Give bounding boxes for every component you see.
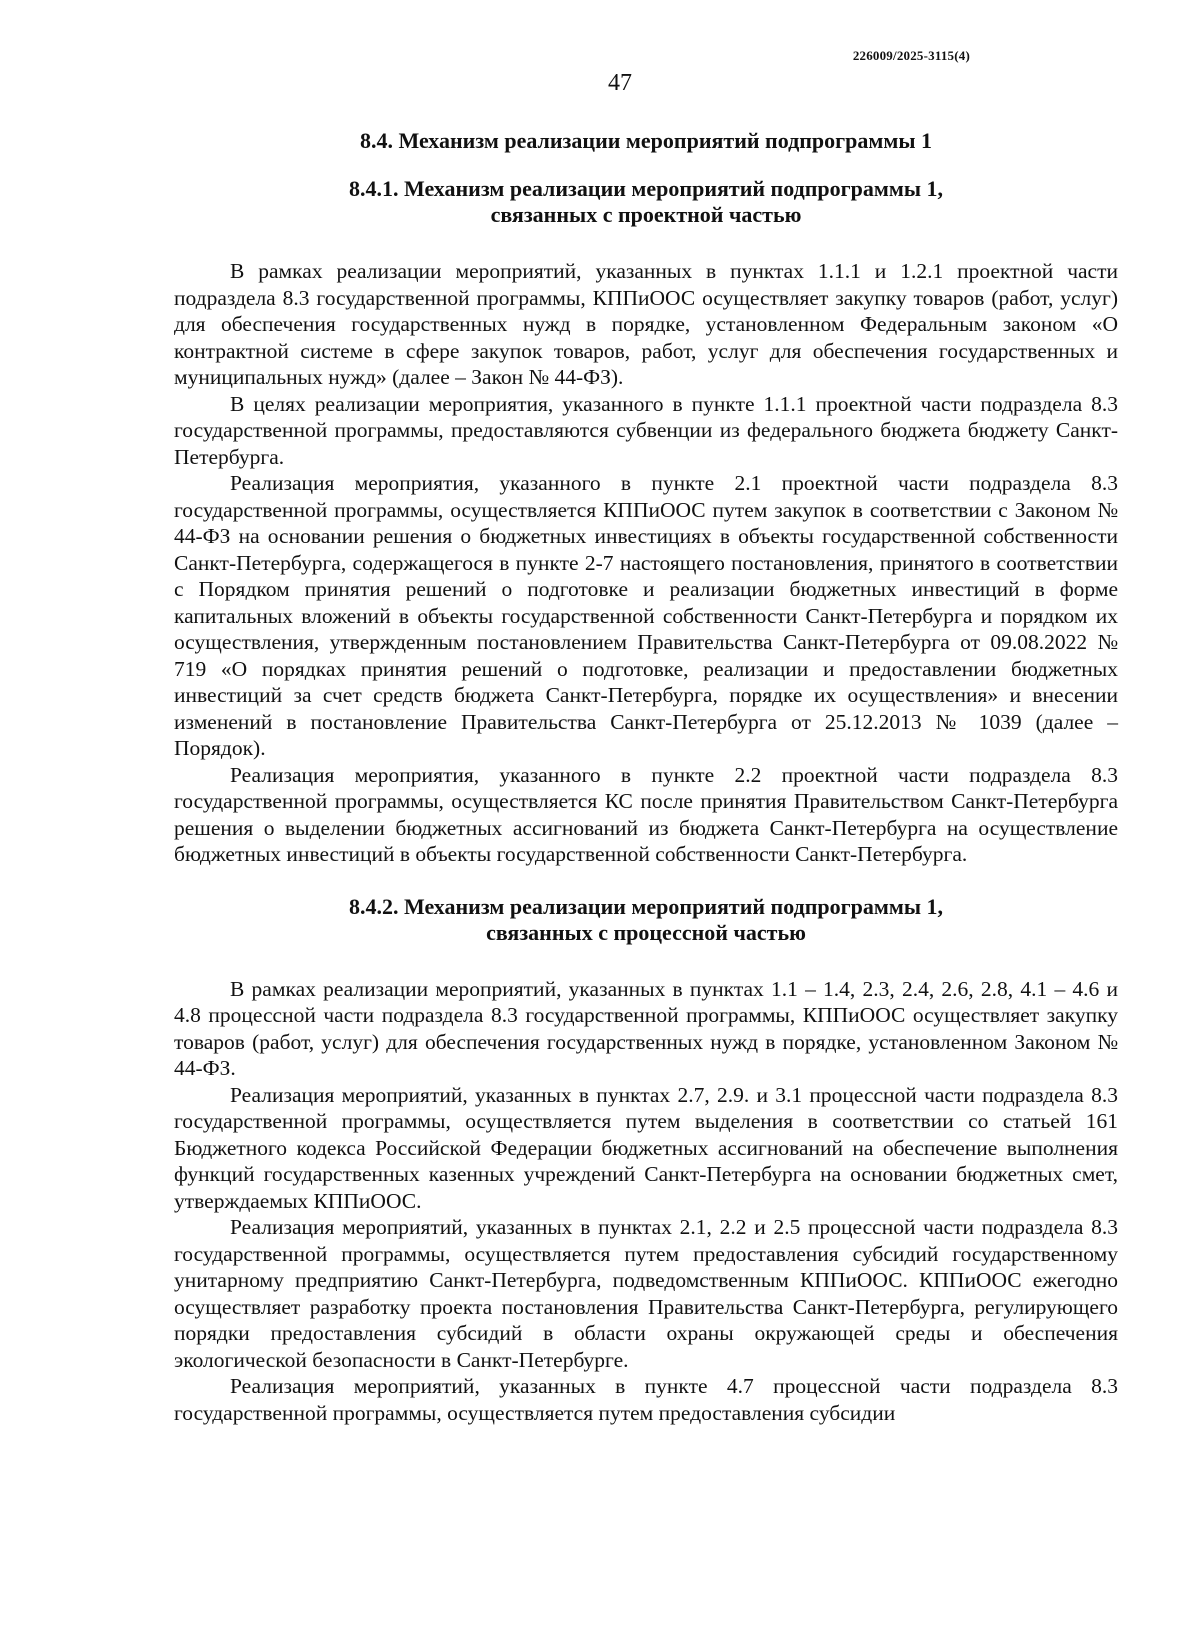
section-title: 8.4. Механизм реализации мероприятий подпрограммы 1 bbox=[359, 128, 933, 153]
subsection-2-title-line-2: связанных с процессной частью bbox=[486, 919, 806, 945]
subsection-1-title bbox=[174, 176, 1118, 228]
subsection-2-title-line-1: 8.4.2. Механизм реализации мероприятий подпрограммы 1, bbox=[348, 893, 944, 919]
paragraph: В рамках реализации мероприятий, указанных в пунктах 1.1.1 и 1.2.1 проектной части подраздела 8.3 государственной программы, КППиООС осуществляет закупку товаров (работ, услуг) для обеспечения государственных нужд в порядке, установленном Федеральным законом «О контрактной системе в сфере закупок товаров, работ, услуг для обеспечения государственных и муниципальных нужд» (далее – Закон № 44-ФЗ). bbox=[174, 259, 1118, 389]
subsection-2-title bbox=[174, 894, 1118, 946]
document-body bbox=[174, 128, 1118, 1426]
page-number: 47 bbox=[608, 70, 632, 96]
paragraph: Реализация мероприятий, указанных в пунктах 2.1, 2.2 и 2.5 процессной части подраздела 8.3 государственной программы, осуществляется путем предоставления субсидий государственному унитарному предприятию Санкт-Петербурга, подведомственным КППиООС. КППиООС ежегодно осуществляет разработку проекта постановления Правительства Санкт-Петербурга, регулирующего порядки предоставления субсидий в области охраны окружающей среды и обеспечения экологической безопасности в Санкт-Петербурге. bbox=[174, 1215, 1118, 1372]
paragraph: Реализация мероприятий, указанных в пунктах 2.7, 2.9. и 3.1 процессной части подраздела 8.3 государственной программы, осуществляется путем выделения в соответствии со статьей 161 Бюджетного кодекса Российской Федерации бюджетных ассигнований на обеспечение выполнения функций государственных казенных учреждений Санкт-Петербурга на основании бюджетных смет, утверждаемых КППиООС. bbox=[174, 1082, 1118, 1213]
document-id: 226009/2025-3115(4) bbox=[852, 48, 970, 63]
subsection-1-title-line-2: связанных с проектной частью bbox=[490, 202, 802, 227]
paragraph: Реализация мероприятия, указанного в пункте 2.2 проектной части подраздела 8.3 государственной программы, осуществляется КС после принятия Правительством Санкт-Петербурга решения о выделении бюджетных ассигнований из бюджета Санкт-Петербурга на осуществление бюджетных инвестиций в объекты государственной собственности Санкт-Петербурга. bbox=[174, 762, 1118, 866]
paragraph: В целях реализации мероприятия, указанного в пункте 1.1.1 проектной части подраздела 8.3 государственной программы, предоставляются субвенции из федерального бюджета бюджету Санкт-Петербурга. bbox=[174, 391, 1118, 469]
paragraph: В рамках реализации мероприятий, указанных в пунктах 1.1 – 1.4, 2.3, 2.4, 2.6, 2.8, 4.1 – 4.6 и 4.8 процессной части подраздела 8.3 государственной программы, КППиООС осуществляет закупку товаров (работ, услуг) для обеспечения государственных нужд в порядке, установленном Законом № 44-ФЗ. bbox=[174, 976, 1118, 1080]
paragraph: Реализация мероприятия, указанного в пункте 2.1 проектной части подраздела 8.3 государственной программы, осуществляется КППиООС путем закупок в соответствии с Законом № 44-ФЗ на основании решения о бюджетных инвестициях в объекты государственной собственности Санкт-Петербурга, содержащегося в пункте 2-7 настоящего постановления, принятого в соответствии с Порядком принятия решений о подготовке и реализации бюджетных инвестиций в форме капитальных вложений в объекты государственной собственности Санкт-Петербурга и порядком их осуществления, утвержденным постановлением Правительства Санкт-Петербурга от 09.08.2022 № 719 «О порядках принятия решений о подготовке, реализации и предоставлении бюджетных инвестиций за счет средств бюджета Санкт-Петербурга, порядке их осуществления» и внесении изменений в постановление Правительства Санкт-Петербурга от 25.12.2013 № 1039 (далее – Порядок). bbox=[174, 471, 1118, 760]
subsection-1-title-line-1: 8.4.1. Механизм реализации мероприятий подпрограммы 1, bbox=[348, 176, 944, 201]
paragraph: Реализация мероприятий, указанных в пункте 4.7 процессной части подраздела 8.3 государственной программы, осуществляется путем предоставления субсидии bbox=[174, 1374, 1118, 1425]
